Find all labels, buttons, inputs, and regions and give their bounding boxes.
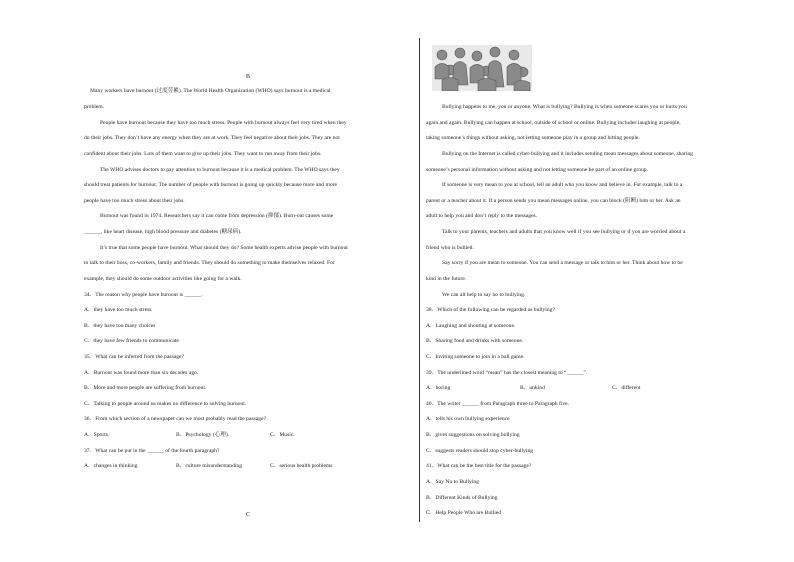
q40-option-c[interactable]: C．suggests readers should stop cyber-bullying: [426, 448, 534, 454]
question-37: 37．What can be put in the ______ of the fourth paragraph?: [84, 448, 220, 454]
passage-c-p1-line1: Bullying happens to me, you or anyone. What is bullying? Bullying is when someone scares you or hurts you: [442, 104, 687, 110]
q35-option-b[interactable]: B．More and more people are suffering from burnout.: [84, 385, 207, 391]
passage-b-p5-line2: to talk to their boss, co-workers, family and friends. They should do something to make themselves relaxed. For: [84, 260, 335, 266]
passage-c-p6: We can all help to say no to bullying.: [442, 292, 526, 298]
q37-option-b[interactable]: B．culture misunderstanding: [176, 463, 243, 469]
q34-option-b[interactable]: B．they have too many choices: [84, 323, 156, 329]
passage-c-p5-line1: Say sorry if you are mean to someone. You can send a message or talk to him or her. Think about how to be: [442, 260, 683, 266]
passage-c-p4-line2: friend who is bullied.: [426, 245, 474, 251]
bullying-illustration: [432, 45, 532, 91]
passage-c-p3-line3: adult to help you and don’t reply to the messages.: [426, 213, 538, 219]
passage-c-p1-line2: again and again. Bullying can happen at school, outside of school or online. Bullying includes laughing at people,: [426, 120, 681, 126]
passage-b-p4-line2: ______, like heart disease, high blood pressure and diabetes (糖尿病).: [84, 229, 242, 235]
passage-c-p4-line1: Talk to your parents, teachers and adults that you know well if you see bullying or if you are worried about a: [442, 229, 686, 235]
passage-b-p5-line3: example, they should do some outdoor activities like going for a walk.: [84, 276, 242, 282]
passage-c-p5-line2: kind in the future.: [426, 276, 467, 282]
q35-option-a[interactable]: A．Burnout was found more than six decades ago.: [84, 370, 199, 376]
q39-option-c[interactable]: C．different: [612, 385, 641, 391]
q40-option-b[interactable]: B．gives suggestions on solving bullying: [426, 432, 520, 438]
q41-option-b[interactable]: B．Different Kinds of Bullying: [426, 495, 498, 501]
question-39: 39．The underlined word “mean” has the closest meaning to “______”.: [426, 370, 588, 376]
q36-option-c[interactable]: C．Music.: [270, 432, 295, 438]
question-40: 40．The writer ______ from Paragraph three to Paragraph five.: [426, 401, 570, 407]
passage-c-p3-line2: parent or a teacher about it. If a person sends you mean messages online, you can block (阻断) him or her. Ask an: [426, 198, 681, 204]
passage-b-p3-line2: should treat patients for burnout. The number of people with burnout is going up quickly because more and more: [84, 182, 337, 188]
passage-b-p2-line2: do their jobs. They don’t have any energy when they are at work. They feel negative about their jobs. They are not: [84, 135, 340, 141]
q38-option-b[interactable]: B．Sharing food and drinks with someone.: [426, 338, 524, 344]
passage-b-p1-line2: problem.: [84, 104, 105, 110]
passage-b-p5-line1: It’s true that some people have burnout. What should they do? Some health experts advise people with burnout: [100, 245, 348, 251]
q36-option-b[interactable]: B．Psychology (心理).: [176, 432, 230, 438]
passage-b-p1-line1: Many workers have burnout (过度劳累). The World Health Organization (WHO) says burnout is a medical: [90, 88, 331, 94]
q38-option-c[interactable]: C．Inviting someone to join in a ball game.: [426, 354, 525, 360]
passage-c-p1-line3: taking someone’s things without asking, not letting someone play in a group and hitting people.: [426, 135, 640, 141]
section-label-b: B: [246, 74, 251, 80]
passage-c-p2-line1: Bullying on the Internet is called cyber-bullying and it includes sending mean messages about someone, sharing: [442, 151, 693, 157]
q39-option-b[interactable]: B．unkind: [520, 385, 545, 391]
q34-option-a[interactable]: A．they have too much stress: [84, 307, 152, 313]
question-35: 35．What can be inferred from the passage?: [84, 354, 185, 360]
q34-option-c[interactable]: C．they have few friends to communicate: [84, 338, 179, 344]
q36-option-a[interactable]: A．Sports.: [84, 432, 110, 438]
passage-c-p2-line2: someone’s personal information without asking and not letting someone be part of an online group.: [426, 167, 648, 173]
question-34: 34．The reason why people have burnout is ______.: [84, 292, 203, 298]
question-38: 38．Which of the following can be regarded as bullying?: [426, 307, 555, 313]
q41-option-a[interactable]: A．Say No to Bullying: [426, 479, 479, 485]
q41-option-c[interactable]: C．Help People Who are Bullied: [426, 510, 502, 516]
q40-option-a[interactable]: A．tells his own bullying experience: [426, 416, 510, 422]
question-36: 36．From which section of a newspaper can we most probably read the passage?: [84, 416, 267, 422]
q35-option-c[interactable]: C．Talking to people around us makes no difference to solving burnout.: [84, 401, 247, 407]
q37-option-c[interactable]: C．serious health problems: [270, 463, 333, 469]
column-divider: [419, 38, 420, 522]
passage-b-p4-line1: Burnout was found in 1974. Researchers say it can come from depression (抑郁). Burn-out causes some: [100, 213, 334, 219]
q38-option-a[interactable]: A．Laughing and shouting at someone.: [426, 323, 516, 329]
passage-c-p3-line1: If someone is very mean to you at school, tell an adult who you know and believe in. For example, talk to a: [442, 182, 683, 188]
passage-b-p2-line1: People have burnout because they have too much stress. People with burnout always feel very tired when they: [100, 120, 347, 126]
q37-option-a[interactable]: A．changes in thinking: [84, 463, 138, 469]
section-label-c: C: [246, 512, 251, 518]
passage-b-p3-line1: The WHO advises doctors to pay attention to burnout because it is a medical problem. The WHO says they: [100, 167, 340, 173]
q39-option-a[interactable]: A．boring: [426, 385, 451, 391]
passage-b-p3-line3: people have too much stress about their jobs.: [84, 198, 185, 204]
passage-b-p2-line3: confident about their jobs. Lots of them want to give up their jobs. They want to run away from their jobs.: [84, 151, 322, 157]
question-41: 41．What can be the best title for the passage?: [426, 463, 532, 469]
